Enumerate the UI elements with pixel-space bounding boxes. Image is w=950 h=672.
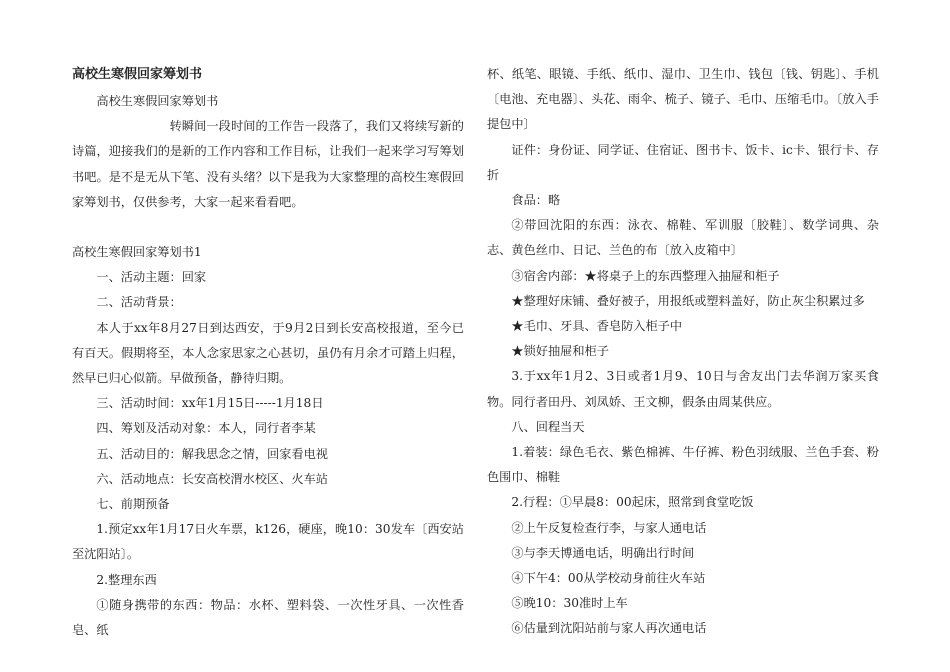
paragraph: 1.着装：绿色毛衣、紫色棉裤、牛仔裤、粉色羽绒服、兰色手套、粉色围巾、棉鞋 bbox=[487, 445, 879, 485]
paragraph: ②带回沈阳的东西：泳衣、棉鞋、军训服〔胶鞋〕、数学词典、杂志、黄色丝巾、日记、兰色的布〔放入皮箱中〕 bbox=[487, 218, 879, 258]
intro-paragraph: 转瞬间一段时间的工作告一段落了，我们又将续写新的诗篇，迎接我们的是新的工作内容和工作目标，让我们一起来学习写筹划书吧。是不是无从下笔、没有头绪？以下是我为大家整理的高校生寒假回家筹划书，仅供参考，大家一起来看看吧。 bbox=[72, 119, 464, 209]
paragraph: ①随身携带的东西：物品：水杯、塑料袋、一次性牙具、一次性香皂、纸 bbox=[72, 597, 464, 638]
section-heading: 高校生寒假回家筹划书1 bbox=[72, 245, 202, 260]
paragraph: 2.整理东西 bbox=[96, 572, 157, 587]
spacer bbox=[72, 215, 464, 240]
paragraph: ⑤晚10：30准时上车 bbox=[511, 596, 628, 611]
paragraph: 七、前期预备 bbox=[96, 497, 170, 512]
document-title: 高校生寒假回家筹划书 bbox=[72, 67, 203, 82]
paragraph: ★整理好床铺、叠好被子，用报纸或塑料盖好，防止灰尘积累过多 bbox=[511, 293, 865, 308]
paragraph: 证件：身份证、同学证、住宿证、图书卡、饭卡、ic卡、银行卡、存折 bbox=[487, 142, 879, 182]
subtitle: 高校生寒假回家筹划书 bbox=[96, 94, 219, 108]
paragraph: 八、回程当天 bbox=[511, 419, 585, 434]
paragraph: ③宿舍内部：★将桌子上的东西整理入抽屉和柜子 bbox=[511, 268, 780, 283]
paragraph: 2.行程：①早晨8：00起床，照常到食堂吃饭 bbox=[511, 495, 754, 510]
paragraph: ⑥估量到沈阳站前与家人再次通电话 bbox=[511, 621, 707, 636]
paragraph: 食品：略 bbox=[511, 193, 561, 208]
paragraph: ★毛巾、牙具、香皂防入柜子中 bbox=[511, 319, 683, 334]
paragraph: 四、筹划及活动对象：本人，同行者李某 bbox=[96, 421, 316, 436]
paragraph: ★锁好抽屉和柜子 bbox=[511, 344, 609, 359]
paragraph: ③与李天博通电话，明确出行时间 bbox=[511, 545, 695, 560]
paragraph: ④下午4：00从学校动身前往火车站 bbox=[511, 571, 706, 586]
paragraph: 一、活动主题：回家 bbox=[96, 270, 207, 285]
paragraph: ②上午反复检查行李，与家人通电话 bbox=[511, 520, 707, 535]
left-column bbox=[72, 62, 464, 643]
paragraph: 三、活动时间：xx年1月15日-----1月18日 bbox=[96, 396, 324, 411]
right-column bbox=[487, 62, 879, 642]
paragraph: 1.预定xx年1月17日火车票，k126，硬座，晚10：30发车〔西安站至沈阳站〕。 bbox=[72, 522, 464, 562]
paragraph: 3.于xx年1月2、3日或者1月9、10日与舍友出门去华润万家买食物。同行者田丹、刘凤娇、王文柳，假条由周某供应。 bbox=[487, 369, 879, 409]
paragraph: 本人于xx年8月27日到达西安，于9月2日到长安高校报道，至今已有百天。假期将至，本人念家思家之心甚切，虽仍有月余才可踏上归程，然早已归心似箭。早做预备，静待归期。 bbox=[72, 320, 464, 386]
paragraph: 二、活动背景： bbox=[96, 295, 182, 310]
paragraph: 五、活动目的：解我思念之情，回家看电视 bbox=[96, 446, 328, 461]
paragraph: 杯、纸笔、眼镜、手纸、纸巾、湿巾、卫生巾、钱包〔钱、钥匙〕、手机〔电池、充电器〕、头花、雨伞、梳子、镜子、毛巾、压缩毛巾。〔放入手提包中〕 bbox=[487, 67, 879, 132]
paragraph: 六、活动地点：长安高校渭水校区、火车站 bbox=[96, 471, 328, 486]
